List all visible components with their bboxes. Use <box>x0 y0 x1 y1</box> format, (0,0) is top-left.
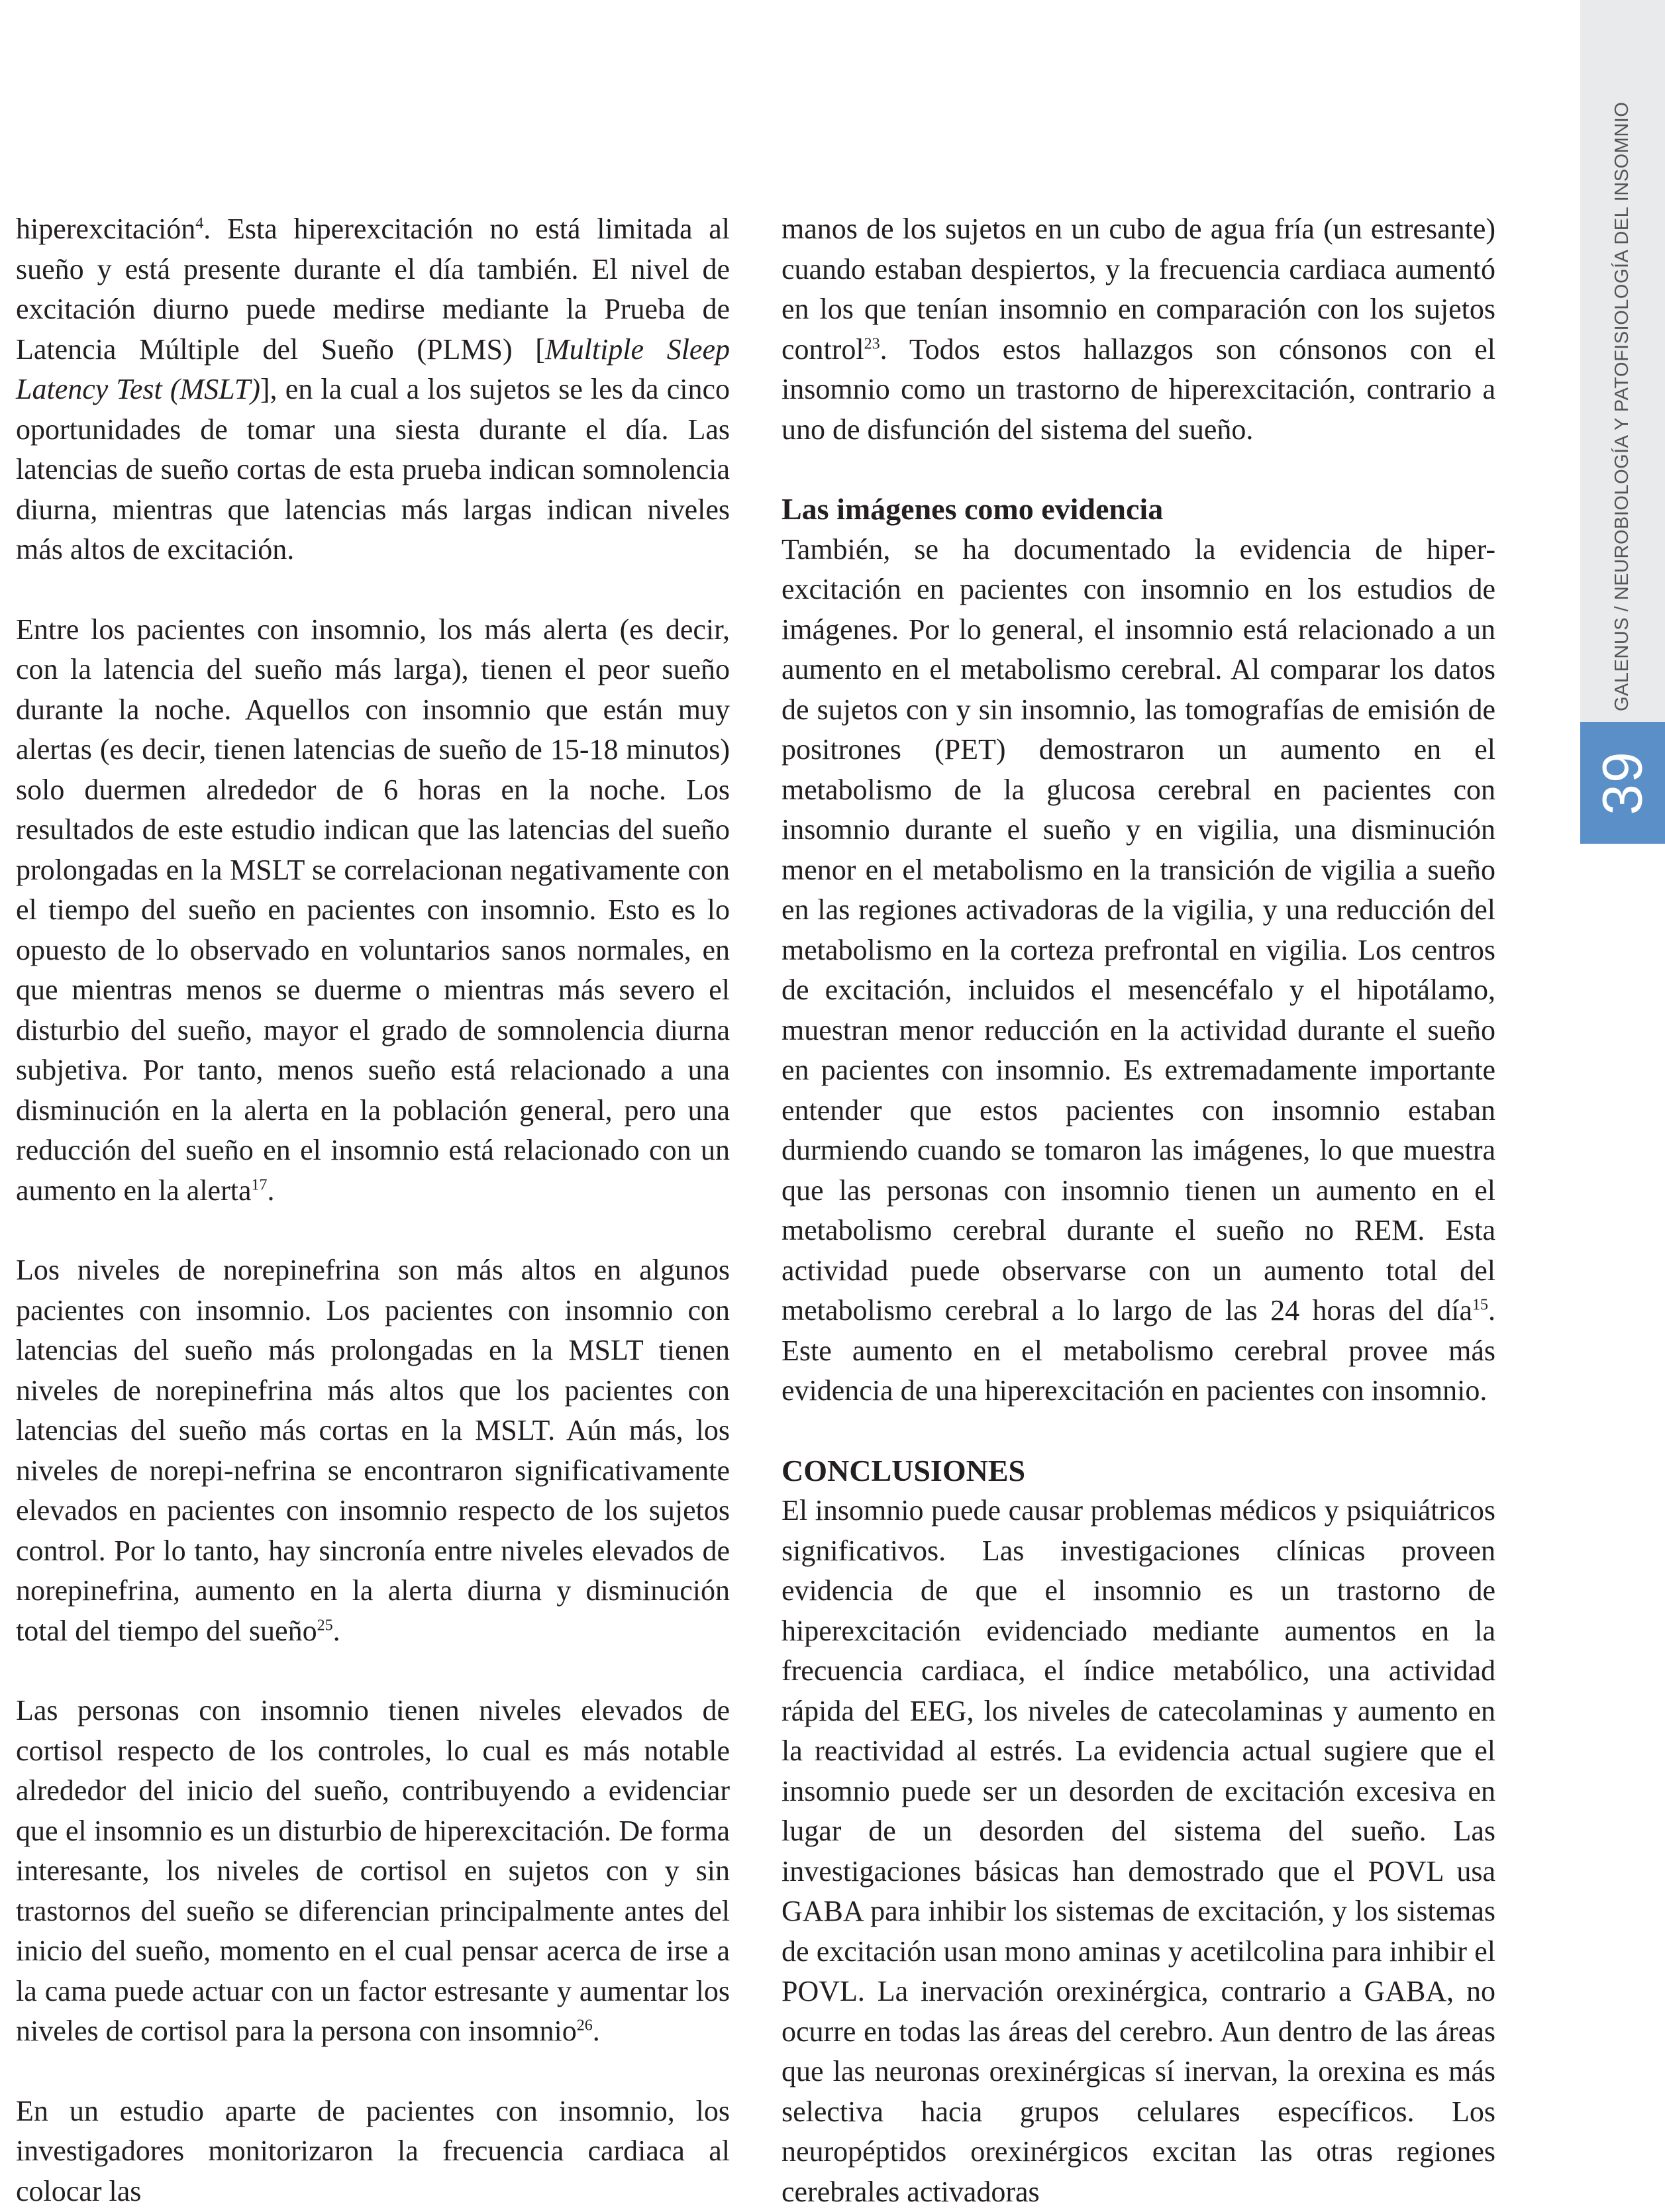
footnote-ref: 23 <box>864 334 880 352</box>
footnote-ref: 17 <box>251 1176 268 1193</box>
section-heading: Las imágenes como evidencia <box>782 492 1164 526</box>
paragraph: El insomnio puede causar problemas médicos y psiquiátricos significativos. Las investigaciones clínicas proveen evidencia de que el insomnio es un trastorno de hiperexcitación evidenciado mediante aumentos en la frecuencia cardiaca, el índice metabólico, una actividad rápida del EEG, los niveles de catecolaminas y aumento en la reactividad al estrés. La evidencia actual sugiere que el insomnio puede ser un desorden de excitación excesiva en lugar de un desorden del sistema del sueño. Las investigaciones básicas han demostrado que el POVL usa GABA para inhibir los sistemas de excitación, y los sistemas de excitación usan mono aminas y acetilcolina para inhibir el POVL. La inervación orexinérgica, contrario a GABA, no ocurre en todas las áreas del cerebro. Aun dentro de las áreas que las neuronas orexinérgicas sí inervan, la orexina es más selectiva hacia grupos celulares específicos. Los neuropéptidos orexinérgicos excitan las otras regiones cerebrales activadoras <box>782 1494 1495 2208</box>
left-column <box>16 209 730 2211</box>
page-number-box <box>1580 722 1665 844</box>
side-tab: GALENUS / NEUROBIOLOGÍA Y PATOFISIOLOGÍA DEL INSOMNIO 39 <box>1580 0 1665 844</box>
paragraph: manos de los sujetos en un cubo de agua fría (un estresante) cuando estaban despiertos, y la frecuencia cardiaca aumentó en los que tenían insomnio en comparación con los sujetos control$^{23}$. Todos estos hallazgos son cónsonos con el insomnio como un trastorno de hiperexcitación, contrario a uno de disfunción del sistema del sueño. <box>782 213 1495 446</box>
paragraph: En un estudio aparte de pacientes con insomnio, los investigadores monitorizaron la frecuencia cardiaca al colocar las <box>16 2094 730 2207</box>
paragraph: Los niveles de norepinefrina son más altos en algunos pacientes con insomnio. Los pacientes con insomnio con latencias del sueño más prolongadas en la MSLT tienen niveles de norepinefrina más altos que los pacientes con latencias del sueño más cortas en la MSLT. Aún más, los niveles de norepi-nefrina se encontraron significativamente elevados en pacientes con insomnio respecto de los sujetos control. Por lo tanto, hay sincronía entre niveles elevados de norepinefrina, aumento en la alerta diurna y disminución total del tiempo del sueño$^{25}$. <box>16 1254 730 1647</box>
footnote-ref: 15 <box>1472 1296 1488 1314</box>
footnote-ref: 26 <box>576 2017 593 2035</box>
page-number: 39 <box>1591 750 1654 815</box>
footnote-ref: 25 <box>317 1616 333 1634</box>
paragraph: hiperexcitación$^4$. Esta hiperexcitación no está limitada al sueño y está presente durante el día también. El nivel de excitación diurno puede medirse mediante la Prueba de Latencia Múltiple del Sueño (PLMS) [Multiple Sleep Latency Test (MSLT)], en la cual a los sujetos se les da cinco oportunidades de tomar una siesta durante el día. Las latencias de sueño cortas de esta prueba indican somnolencia diurna, mientras que latencias más largas indican niveles más altos de excitación. <box>16 213 731 566</box>
right-column <box>782 209 1495 2212</box>
paragraph: Entre los pacientes con insomnio, los más alerta (es decir, con la latencia del sueño más larga), tienen el peor sueño durante la noche. Aquellos con insomnio que están muy alertas (es decir, tienen latencias de sueño de 15-18 minutos) solo duermen alrededor de 6 horas en la noche. Los resultados de este estudio indican que las latencias del sueño prolongadas en la MSLT se correlacionan negativamente con el tiempo del sueño en pacientes con insomnio. Esto es lo opuesto de lo observado en voluntarios sanos normales, en que mientras menos se duerme o mientras más severo el disturbio del sueño, mayor el grado de somnolencia diurna subjetiva. Por tanto, menos sueño está relacionado a una disminución en la alerta en la población general, pero una reducción del sueño en el insomnio está relacionado con un aumento en la alerta$^{17}$. <box>16 613 730 1207</box>
paragraph: Las personas con insomnio tienen niveles elevados de cortisol respecto de los controles, lo cual es más notable alrededor del inicio del sueño, contribuyendo a evidenciar que el insomnio es un disturbio de hiperexcitación. De forma interesante, los niveles de cortisol en sujetos con y sin trastornos del sueño se diferencian principalmente antes del inicio del sueño, momento en el cual pensar acerca de irse a la cama puede actuar con un factor estresante y aumentar los niveles de cortisol para la persona con insomnio$^{26}$. <box>16 1694 730 2047</box>
emphasis-term: Multiple Sleep Latency Test (MSLT) <box>16 332 730 405</box>
footnote-ref: 4 <box>195 215 204 232</box>
section-heading: CONCLUSIONES <box>782 1453 1026 1487</box>
paragraph: También, se ha documentado la evidencia de hiper-excitación en pacientes con insomnio en los estudios de imágenes. Por lo general, el insomnio está relacionado a un aumento en el metabolismo cerebral. Al comparar los datos de sujetos con y sin insomnio, las tomografías de emisión de positrones (PET) demostraron un aumento en el metabolismo de la glucosa cerebral en pacientes con insomnio durante el sueño y en vigilia, una disminución menor en el metabolismo en la transición de vigilia a sueño en las regiones activadoras de la vigilia, y una reducción del metabolismo en la corteza prefrontal en vigilia. Los centros de excitación, incluidos el mesencéfalo y el hipotálamo, muestran menor reducción en la actividad durante el sueño en pacientes con insomnio. Es extremadamente importante entender que estos pacientes con insomnio estaban durmiendo cuando se tomaron las imágenes, lo que muestra que las personas con insomnio tienen un aumento en el metabolismo cerebral durante el sueño no REM. Esta actividad puede observarse con un aumento total del metabolismo cerebral a lo largo de las 24 horas del día$^{15}$. Este aumento en el metabolismo cerebral provee más evidencia de una hiperexcitación en pacientes con insomnio. <box>782 532 1495 1407</box>
